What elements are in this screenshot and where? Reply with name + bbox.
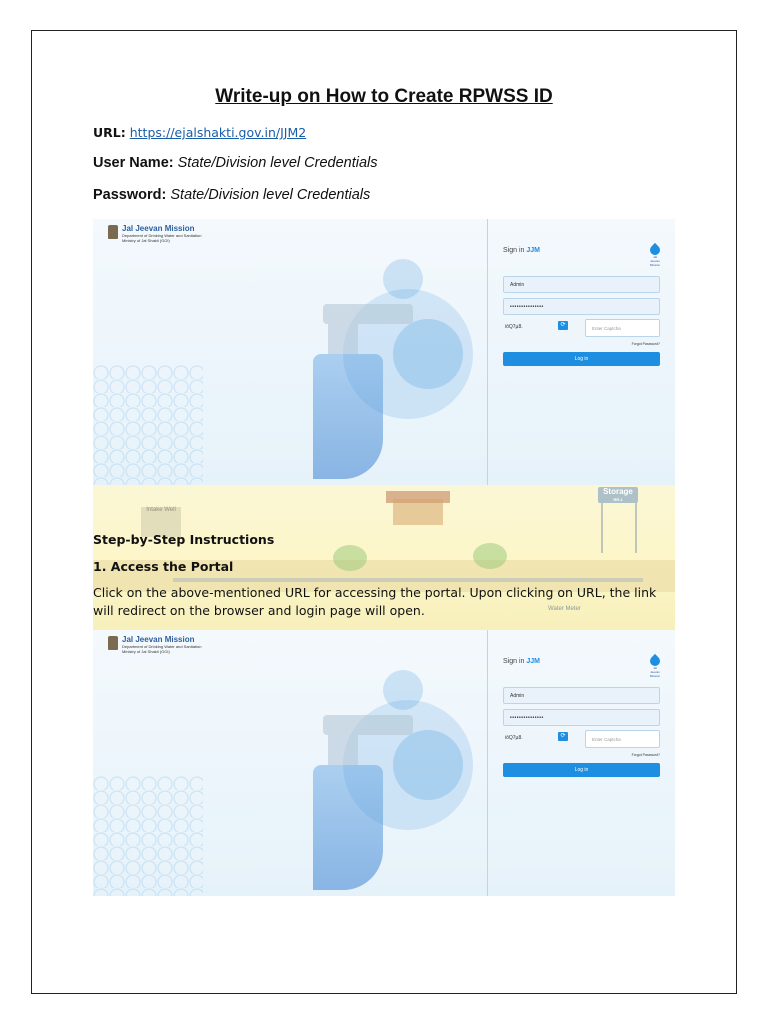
login-panel: [503, 219, 663, 485]
forgot-password-link[interactable]: Forgot Password?: [631, 342, 660, 346]
hexagon-pattern: [93, 776, 203, 896]
captcha-input[interactable]: Enter Captcha: [585, 319, 660, 337]
water-meter-label: Water Meter: [548, 606, 581, 612]
pipeline: [173, 578, 643, 582]
login-panel: [503, 630, 663, 896]
login-button[interactable]: Log in: [503, 352, 660, 366]
logo-name: Jal Jeevan Mission: [122, 224, 195, 233]
hexagon-pattern: [93, 365, 203, 485]
storage-tank: Storage RR-1: [598, 487, 638, 503]
hut-illustration: [393, 499, 443, 525]
login-button[interactable]: Log in: [503, 763, 660, 777]
intake-well: Intake Well: [141, 507, 181, 537]
document-title: Write-up on How to Create RPWSS ID: [215, 86, 553, 107]
username-input[interactable]: Admin: [503, 687, 660, 704]
username-value: State/Division level Credentials: [177, 155, 378, 171]
refresh-captcha-icon[interactable]: ⟳: [558, 732, 568, 741]
panel-divider: [487, 630, 488, 896]
water-drop-logo-icon: Jal Jeevan Mission: [649, 245, 661, 259]
portal-url-link[interactable]: https://ejalshakti.gov.in/JJM2: [129, 125, 307, 140]
username-input[interactable]: Admin: [503, 276, 660, 293]
password-input[interactable]: •••••••••••••••: [503, 709, 660, 726]
emblem-icon: [108, 225, 118, 239]
signin-heading: Sign in JJM: [503, 247, 540, 254]
username-line: [93, 155, 378, 171]
captcha-input[interactable]: Enter Captcha: [585, 730, 660, 748]
login-screenshot-2: [93, 630, 675, 896]
forgot-password-link[interactable]: Forgot Password?: [631, 753, 660, 757]
panel-divider: [487, 219, 488, 485]
captcha-image: iōQ7µ8.: [505, 324, 523, 330]
url-label: URL:: [93, 125, 126, 140]
password-line: [93, 187, 370, 203]
url-line: [93, 125, 306, 140]
logo-dept: Department of Drinking Water and Sanitation: [122, 233, 202, 238]
step1-title: 1. Access the Portal: [93, 559, 234, 574]
water-drop-logo-icon: Jal Jeevan Mission: [649, 656, 661, 670]
jjm-header-logo: [108, 635, 201, 654]
password-label: Password:: [93, 187, 167, 203]
water-tap-illustration: [283, 660, 483, 890]
password-value: State/Division level Credentials: [170, 187, 371, 203]
step1-body: Click on the above-mentioned URL for accessing the portal. Upon clicking on URL, the link will redirect on the browser and login page will open.: [93, 585, 657, 618]
login-screenshot-1: [93, 219, 675, 485]
water-tap-illustration: [283, 249, 483, 479]
emblem-icon: [108, 636, 118, 650]
logo-ministry: Ministry of Jal Shakti (GOI): [122, 649, 170, 654]
username-label: User Name:: [93, 155, 174, 171]
logo-name: Jal Jeevan Mission: [122, 635, 195, 644]
instructions-heading: Step-by-Step Instructions: [93, 532, 275, 547]
logo-ministry: Ministry of Jal Shakti (GOI): [122, 238, 170, 243]
signin-heading: Sign in JJM: [503, 658, 540, 665]
logo-dept: Department of Drinking Water and Sanitation: [122, 644, 202, 649]
jjm-header-logo: [108, 224, 201, 243]
captcha-image: iōQ7µ8.: [505, 735, 523, 741]
refresh-captcha-icon[interactable]: ⟳: [558, 321, 568, 330]
password-input[interactable]: •••••••••••••••: [503, 298, 660, 315]
